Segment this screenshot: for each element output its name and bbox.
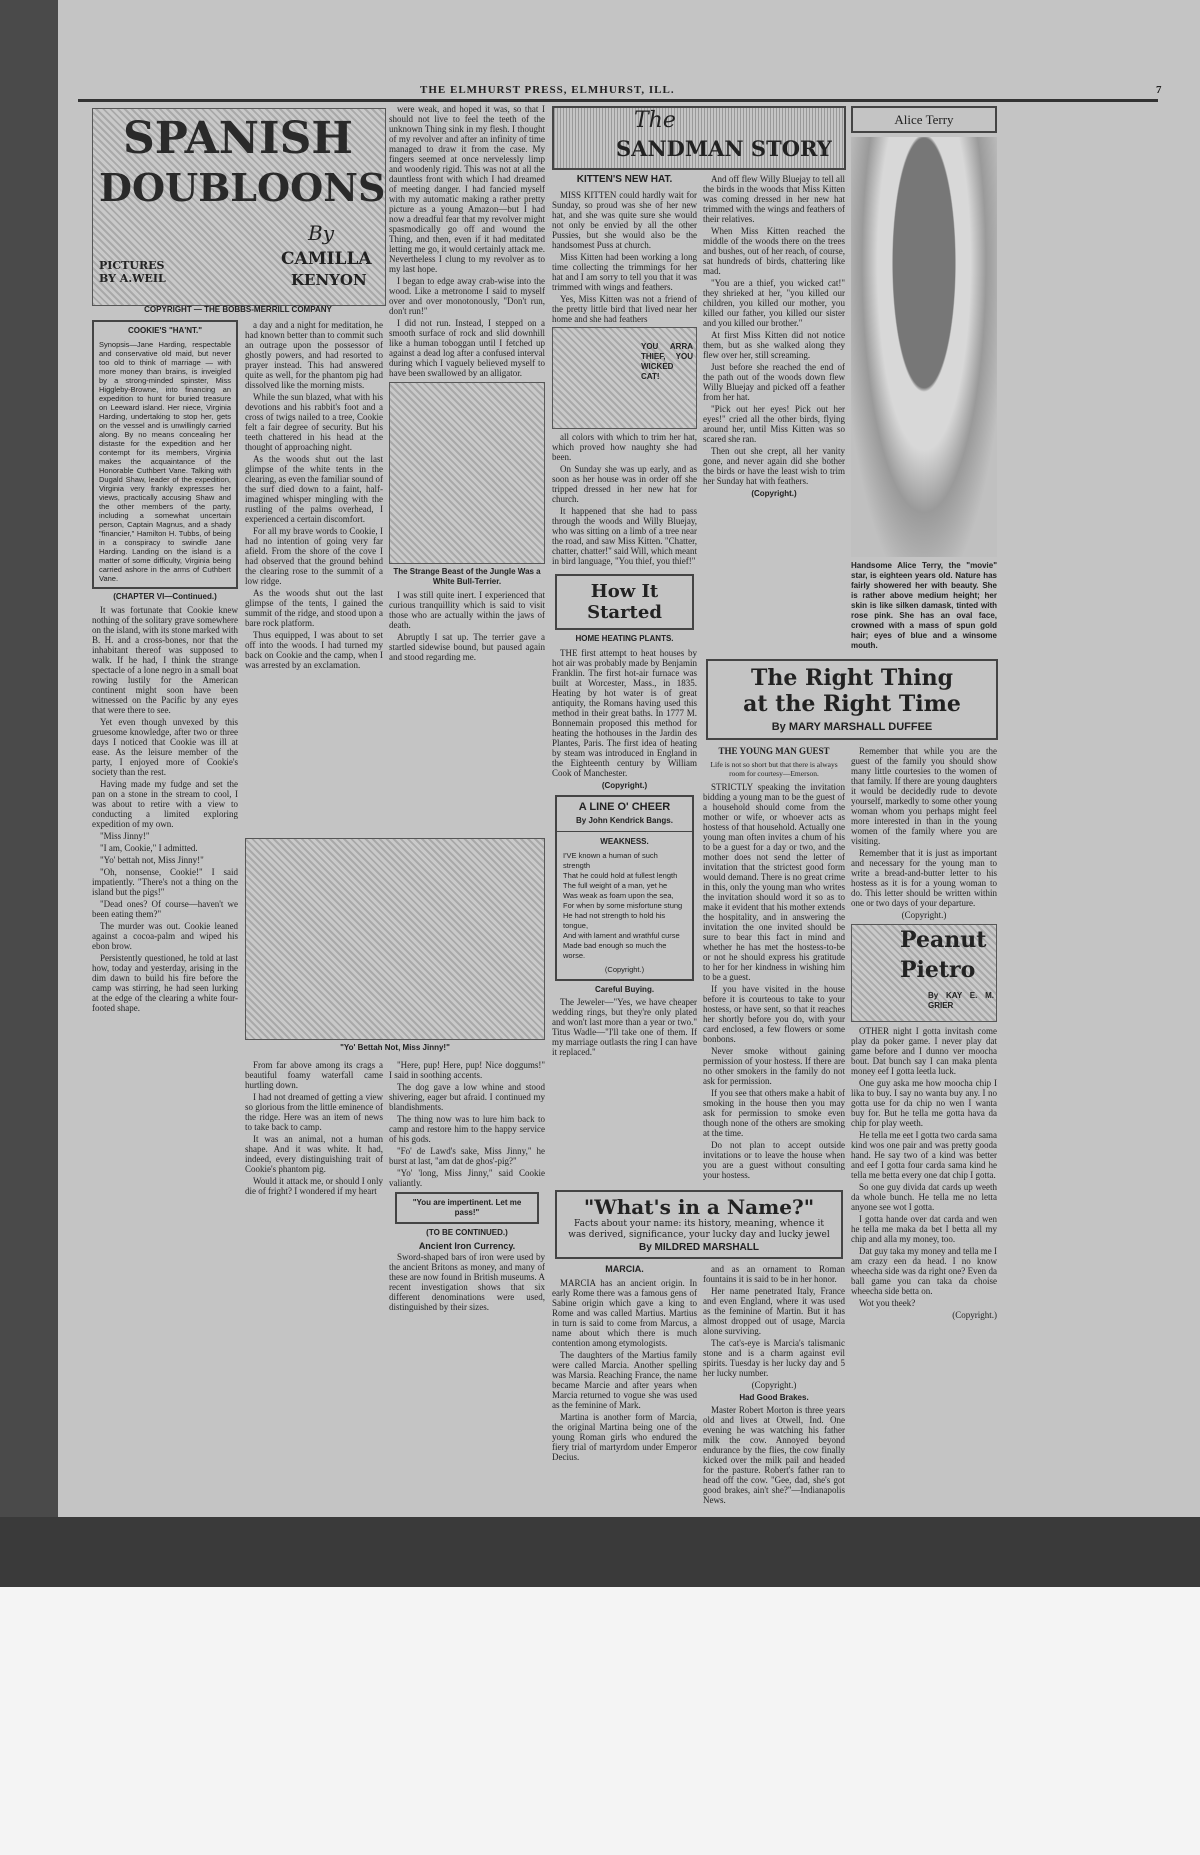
chapter-heading: (CHAPTER VI—Continued.) — [113, 592, 217, 601]
scan-margin-left — [0, 0, 58, 1587]
paragraph: "I am, Cookie," I admitted. — [100, 843, 198, 853]
paragraph: Then out she crept, all her vanity gone, and never again did she bother the birds or have the least wish to trim her Sunday hat with feathers. — [703, 446, 845, 486]
copyright: (Copyright.) — [604, 965, 645, 974]
sandman-column-b — [703, 174, 845, 502]
paragraph: As the woods shut out the last glimpse of the white tents in the clearing, as even the familiar sound of the surf died down to a faint, half-imagined whisper mingling with the rustling of the palms overhead, I experienced a certain discomfort. — [245, 454, 383, 524]
how-it-started-banner — [555, 574, 694, 630]
banner-title: "What's in a Name?" — [583, 1195, 815, 1219]
copyright: (Copyright.) — [601, 781, 648, 790]
sandman-banner — [552, 106, 846, 170]
paragraph: Dat guy taka my money and tella me I am crazy een da head. I no know wheecha side was da right one? Even da ball game you can taka da choise wheecha side betta on. — [851, 1246, 997, 1296]
line-o-cheer-box — [555, 795, 694, 981]
paragraph: At first Miss Kitten did not notice them, but as she walked along they flew over her, still screaming. — [703, 330, 845, 360]
right-thing-banner — [706, 659, 998, 740]
banner-line-1: Peanut — [900, 927, 987, 953]
illustration-caption: "Yo' Bettah Not, Miss Jinny!" — [340, 1043, 450, 1052]
paragraph: One guy aska me how moocha chip I lika to buy. I say no wanta buy any. I no gotta use for da chip no wen I wanta buy for. But he tella me gotta hava da chip for play weeth. — [851, 1078, 997, 1128]
good-brakes-text: Master Robert Morton is three years old and lives at Otwell, Ind. One evening he was watching his father milk the cow. Annoyed beyond endurance by the flies, the cow finally kicked over the milk pail and headed for the pasture. Robert's father ran to head off the cow. "Gee, dad, she's got good brakes, ain't she?"—Indianapolis News. — [703, 1405, 845, 1505]
paragraph: Persistently questioned, he told at last how, today and yesterday, arising in the dim dawn to build his fire before the camp was stirring, he had seen lurking at the edge of the clearing a white four-footed shape. — [92, 953, 238, 1013]
alice-name: Alice Terry — [894, 112, 954, 127]
paragraph: Just before she reached the end of the path out of the woods down flew Willy Bluejay and picked off a feather from her hat. — [703, 362, 845, 402]
paragraph: The thing now was to lure him back to camp and restore him to the happy service of his gods. — [389, 1114, 545, 1144]
title-line-2: DOUBLOONS — [99, 165, 386, 210]
paragraph: were weak, and hoped it was, so that I should not live to feel the teeth of the unknown Thing sink in my flesh. I thought of my revolver and after an infinity of time managed to draw it from the case. My fingers seemed at once nervelessly limp and woodenly rigid. This was not at all the dauntless front with which I had dreamed of meeting danger. I had fancied myself with my automatic making a rather pretty picture as a young Amazon—but I had now a dreadful fear that my revolver might spasmodically go off and wound the Thing, and then, even if it had meditated letting me go, it would certainly attack me. Nevertheless I clung to my revolver as to my last hope. — [389, 104, 545, 274]
good-brakes-title: Had Good Brakes. — [739, 1393, 809, 1402]
illustration-caption: The Strange Beast of the Jungle Was a White Bull-Terrier. — [393, 567, 541, 586]
paragraph: I gotta hande over dat carda and wen he tella me maka da bet I betta all my chip and alla my money, too. — [851, 1214, 997, 1244]
right-thing-column-b — [851, 746, 997, 1322]
paragraph: Do not plan to accept outside invitations or to leave the house when you are a guest without consulting your hostess. — [703, 1140, 845, 1180]
paragraph: Martina is another form of Marcia, the original Martina being one of the young Roman girls who endured the fiery trial of martyrdom under Emperor Decius. — [552, 1412, 697, 1462]
paragraph: It was fortunate that Cookie knew nothing of the solitary grave somewhere on the island, with its stone marked with B. H. and a cross-bones, nor that the inhabitant thereof was supposed to walk. If he had, I think the strange spectacle of a lone negro in a small boat rowing lustily for the American continent might soon have been witnessed on the Pacific by any eyes that were there to see. — [92, 605, 238, 715]
paragraph: all colors with which to trim her hat, which proved how naughty she had been. — [552, 432, 697, 462]
alice-terry-photo — [851, 137, 997, 557]
paragraph: OTHER night I gotta invitash come play da poker game. I never play dat game before and I dunno ver moocha bout. Dat bunch say I can maka plenta money eef I gotta leetla luck. — [851, 1026, 997, 1076]
to-be-continued: (TO BE CONTINUED.) — [426, 1228, 508, 1237]
speech-bubble: YOU ARRA THIEF, YOU WICKED CAT! — [641, 342, 693, 381]
poem-line: And with lament and wrathful curse — [563, 931, 680, 940]
paragraph: "Here, pup! Here, pup! Nice doggums!" I said in soothing accents. — [389, 1060, 545, 1080]
paragraph: If you see that others make a habit of smoking in the house then you may ask for permission to smoke even though none of the others are smoking at the time. — [703, 1088, 845, 1138]
banner-text: How It Started — [587, 581, 662, 623]
header-rule — [78, 99, 1158, 102]
copyright: (Copyright.) — [751, 489, 797, 498]
whats-in-a-name-banner — [555, 1190, 843, 1259]
copyright-line: COPYRIGHT — THE BOBBS-MERRILL COMPANY — [144, 305, 332, 314]
poem-line: I'VE known a human of such strength — [563, 851, 658, 870]
paragraph: "Yo' 'long, Miss Jinny," said Cookie valiantly. — [389, 1168, 545, 1188]
byline: By MILDRED MARSHALL — [639, 1242, 759, 1253]
alice-caption: Handsome Alice Terry, the "movie" star, is eighteen years old. Nature has fairly showered her with beauty. She is rather above medium height; her skin is like silken damask, tinted with rose pink. She has an oval face, crowned with a mass of spun gold hair; eyes of blue and a winsome mouth. — [851, 561, 997, 650]
paragraph: Abruptly I sat up. The terrier gave a startled sidewise bound, but paused again and stood regarding me. — [389, 632, 545, 662]
poem — [557, 847, 692, 979]
paragraph: I did not run. Instead, I stepped on a smooth surface of rock and slid downhill like a human toboggan until I fetched up against a dead log after a confused interval during which I vaguely believed myself to have been swallowed by an alligator. — [389, 318, 545, 378]
title-line-2: at the Right Time — [743, 691, 961, 717]
peanut-pietro-banner — [851, 924, 997, 1022]
how-it-started-text: THE first attempt to heat houses by hot air was probably made by Benjamin Franklin. The first hot-air furnace was built at Worcester, Mass., in 1835. Heating by hot water is of great antiquity, the Romans having used this method in their great baths. In 1777 M. Bonnemain proposed this method for heating the hothouses in the Jardin des Plantes, Paris. The first idea of heating by steam was introduced in England in the Eighteenth century by William Cook of Manchester. — [552, 648, 697, 778]
paragraph: "Yo' bettah not, Miss Jinny!" — [100, 855, 204, 865]
illustrator: PICTURES BY A.WEIL — [99, 259, 166, 285]
poem-line: He had not strength to hold his tongue, — [563, 911, 666, 930]
paragraph: MARCIA has an ancient origin. In early Rome there was a famous gens of Sabine origin which gave a king to Rome and was called Martius. Martius in turn is said to come from Marcus, a name about which there is much contention among etymologists. — [552, 1278, 697, 1348]
paragraph: On Sunday she was up early, and as soon as her house was in order off she tripped dressed in her new hat for church. — [552, 464, 697, 504]
page-number: 7 — [1156, 84, 1162, 96]
author-last: KENYON — [291, 271, 367, 289]
section-title: HOME HEATING PLANTS. — [575, 634, 674, 643]
paragraph: Never smoke without gaining permission of your hostess. If there are no other smokers in the family do not ask for permission. — [703, 1046, 845, 1086]
whats-in-a-name-block — [555, 1190, 843, 1259]
scan-margin-bottom — [0, 1517, 1200, 1587]
paragraph: "Oh, nonsense, Cookie!" I said impatiently. "There's not a thing on the island but the pigs!" — [92, 867, 238, 897]
paragraph: And off flew Willy Bluejay to tell all the birds in the woods that Miss Kitten was coming dressed in her new hat trimmed with the wings and feathers of their relatives. — [703, 174, 845, 224]
spanish-doubloons-title-art — [92, 108, 386, 306]
synopsis-title: COOKIE'S "HA'NT." — [127, 326, 203, 335]
synopsis-text: Synopsis—Jane Harding, respectable and conservative old maid, but never too old to think of marriage — with more money than brains, is inveigled by a strong-minded spinster, Miss Higgleby-Browne, into financing an expedition to hunt for buried treasure on Leeward island. Her niece, Virginia Harding, undertaking to stop her, gets on the vessel and is unwillingly carried along. By no means concealing her distaste for the expedition and her contempt for its members, Virginia makes the acquaintance of the Honorable Cuthbert Vane. Talking with Dugald Shaw, leader of the expedition, Virginia very frankly expresses her views, practically accusing Shaw and the other members of the party, including a somewhat uncertain person, Captain Magnus, and a shady "financier," Hamilton H. Tubbs, of being in a conspiracy to swindle Jane Harding. Landing on the island is a matter of some difficulty, Virginia being carried ashore in the arms of Cuthbert Vane. — [99, 340, 231, 583]
story-column-3 — [389, 104, 545, 664]
alice-name-box — [851, 106, 997, 133]
paragraph: I began to edge away crab-wise into the wood. Like a metronome I said to myself over and over monotonously, "Don't run, don't run!" — [389, 276, 545, 316]
paragraph: The daughters of the Martius family were called Marcia. Another spelling was Marsia. Reaching France, the name became Marcie and after years when Marcia returned to vogue she was used as the feminine of Mark. — [552, 1350, 697, 1410]
author-first: CAMILLA — [281, 249, 372, 269]
column-heading: THE YOUNG MAN GUEST — [718, 746, 830, 756]
poem-line: That he could hold at fullest length — [563, 871, 678, 880]
paragraph: "Pick out her eyes! Pick out her eyes!" cried all the other birds, flying around her, until Miss Kitten was so scared she ran. — [703, 404, 845, 444]
paragraph: The cat's-eye is Marcia's talismanic stone and is a charm against evil spirits. Tuesday is her lucky day and 5 her lucky number. — [703, 1338, 845, 1378]
paragraph: Yes, Miss Kitten was not a friend of the pretty little bird that lived near her home and she had feathers — [552, 294, 697, 324]
poem-line: For when by some misfortune stung — [563, 901, 683, 910]
paragraph: and as an ornament to Roman fountains it is said to be in her honor. — [703, 1264, 845, 1284]
copyright: (Copyright.) — [901, 910, 947, 920]
synopsis-box — [92, 320, 238, 589]
masthead: THE ELMHURST PRESS, ELMHURST, ILL. — [420, 84, 675, 96]
paragraph: So one guy divida dat cards up weeth da whole bunch. He tella me no letta anyone see wot I gotta. — [851, 1182, 997, 1212]
paragraph: I was still quite inert. I experienced that curious tranquillity which is said to visit those who are actually within the jaws of death. — [389, 590, 545, 630]
banner-title: SANDMAN STORY — [616, 136, 832, 161]
copyright: (Copyright.) — [751, 1380, 797, 1390]
cheer-title: A LINE O' CHEER — [578, 801, 671, 813]
ancient-currency-title: Ancient Iron Currency. — [418, 1241, 516, 1251]
epigraph: Life is not so short but that there is always room for courtesy—Emerson. — [710, 760, 838, 778]
paragraph: It was an animal, not a human shape. And it was white. It had, indeed, every distinguishing trait of Cookie's phantom pig. — [245, 1134, 383, 1174]
title-line-1: SPANISH — [123, 113, 353, 164]
by-label: By — [308, 221, 334, 245]
story-title: KITTEN'S NEW HAT. — [576, 174, 673, 185]
right-thing-column-a — [703, 746, 845, 1182]
cheer-byline: By John Kendrick Bangs. — [576, 816, 673, 825]
paragraph: As the woods shut out the last glimpse of the tents, I gained the summit of the ridge, and stood upon a bare rock platform. — [245, 588, 383, 628]
paragraph: Miss Kitten had been working a long time collecting the trimmings for her hat and I am sorry to tell you that it was trimmed with wings and feathers. — [552, 252, 697, 292]
paragraph: Remember that while you are the guest of the family you should show many little courtesies to the women of that family. If there are young daughters it would be decidedly rude to devote yourself, markedly to some other young woman whom you perhaps might feel more interested in than in the young women of the family where you are visiting. — [851, 746, 997, 846]
paragraph: Thus equipped, I was about to set off into the woods. I had turned my back on Cookie and the camp, when I was arrested by an exclamation. — [245, 630, 383, 670]
name-column-a — [552, 1264, 697, 1464]
illustration-kitten — [552, 327, 697, 429]
copyright: (Copyright.) — [952, 1310, 997, 1320]
paragraph: "You are a thief, you wicked cat!" they shrieked at her, "you killed our children, you killed our mother, you killed our father, you killed our sister and you killed our brother." — [703, 278, 845, 328]
paragraph: For all my brave words to Cookie, I had no intention of going very far afield. From the shore of the cove I had observed that the ground behind the clearing rose to the summit of a low ridge. — [245, 526, 383, 586]
banner-the: The — [634, 108, 676, 133]
paragraph: STRICTLY speaking the invitation bidding a young man to be the guest of a household should come from the mother or wife, or whoever acts as hostess of that household. Actually one young man often invites a chum of his to be a guest for a day or two, and the mother does not send the letter of invitation that the strictest good form would demand. There is no great crime in this, only the young man who writes the invitation should word it so as to make it evident that his mother extends the hospitality, and in answering the invitation the one invited should be sure to bear this fact in mind and whether he has met the hostess-to-be or not he should express his gratitude to her for her kindness in wishing him to be a guest. — [703, 782, 845, 982]
paragraph: The dog gave a low whine and stood shivering, eager but afraid. I continued my blandishments. — [389, 1082, 545, 1112]
paragraph: MISS KITTEN could hardly wait for Sunday, so proud was she of her new hat, and she was quite sure she would not only be envied by all the other Pussies, but she would also be the handsomest Puss at church. — [552, 190, 697, 250]
alice-terry-block — [851, 106, 997, 651]
poem-title: WEAKNESS. — [600, 837, 649, 846]
name-column-b — [703, 1264, 845, 1507]
paragraph: Wot you theek? — [859, 1298, 916, 1308]
illustration-couple — [245, 838, 545, 1040]
paragraph: Yet even though unvexed by this gruesome knowledge, after two or three days I noticed that Cookie was ill at ease. As the leisure member of the party, I enjoyed more of Cookie's society than the rest. — [92, 717, 238, 777]
story-column-3c — [389, 1060, 545, 1314]
story-column-1 — [92, 320, 238, 1015]
paragraph: While the sun blazed, what with his devotions and his rabbit's foot and a cross of twigs nailed to a tree, Cookie felt a fair degree of security. But his teeth chattered in his head at the thought of approaching night. — [245, 392, 383, 452]
paragraph: Remember that it is just as important and necessary for the young man to write a bread-and-butter letter to his hostess as it is for a young woman to do. This letter should be written within one or two days of your departure. — [851, 848, 997, 908]
story-column-2b — [245, 1060, 383, 1198]
illustration-bull-terrier — [389, 382, 545, 564]
paragraph: If you have visited in the house before it is courteous to take to your hostess, or have sent, so that it reaches her shortly before you do, with your card enclosed, a few flowers or some bonbons. — [703, 984, 845, 1044]
poem-line: Made bad enough so much the worse. — [563, 941, 667, 960]
paragraph: He tella me eet I gotta two carda sama kind wos one pair and was pretty gooda hand. He say two of a kind was better and eef I gotta four carda sama kind he tella me betta every one dat chip I gotta. — [851, 1130, 997, 1180]
paragraph: Would it attack me, or should I only die of fright? I wondered if my heart — [245, 1176, 383, 1196]
poem-line: The full weight of a man, yet he — [563, 881, 668, 890]
right-thing-banner-block — [706, 659, 998, 740]
banner-subtitle: Facts about your name: its history, meaning, whence it was derived, significance, your lucky day and lucky jewel — [568, 1219, 830, 1240]
careful-buying-text: The Jeweler—"Yes, we have cheaper wedding rings, but they're only plated and won't last more than a year or two." Titus Wadle—"I'll take one of them. If my marriage outlasts the ring I can have it replaced." — [552, 997, 697, 1057]
paragraph: When Miss Kitten reached the middle of the woods there on the trees and bushes, out of her reach, of course, sat hundreds of birds, chattering like mad. — [703, 226, 845, 276]
illustration-couple-block — [245, 838, 545, 1056]
quote-box: "You are impertinent. Let me pass!" — [395, 1192, 539, 1224]
paragraph: The murder was out. Cookie leaned against a cocoa-palm and wiped his ebon brow. — [92, 921, 238, 951]
paragraph: "Fo' de Lawd's sake, Miss Jinny," he burst at last, "am dat de ghos'-pig?" — [389, 1146, 545, 1166]
ancient-currency-text: Sword-shaped bars of iron were used by the ancient Britons as money, and many of these are now found in British museums. A recent investigation shows that six different denominations were used, distinguished by their sizes. — [389, 1252, 545, 1312]
careful-buying-title: Careful Buying. — [594, 985, 655, 994]
paragraph: It happened that she had to pass through the woods and Willy Bluejay, who was sitting on a limb of a tree near the road, and saw Miss Kitten. "Chatter, chatter, chatter!" said Will, which meant in bird language, "You thief, you thief!" — [552, 506, 697, 566]
name-heading: MARCIA. — [605, 1264, 644, 1274]
title-line-1: The Right Thing — [751, 665, 953, 691]
paragraph: From far above among its crags a beautiful foamy waterfall came hurtling down. — [245, 1060, 383, 1090]
byline: By KAY E. M. GRIER — [928, 991, 994, 1010]
banner-line-2: Pietro — [900, 957, 976, 983]
paragraph: a day and a night for meditation, he had known better than to commit such an outrage upon the possessor of ghostly powers, and had resorted to prayer instead. This had answered quite as well, for the phantom pig had dissolved like the morning mists. — [245, 320, 383, 390]
paragraph: Having made my fudge and set the pan on a stone in the stream to cool, I was about to retire with a view to conducting a limited exploring expedition of my own. — [92, 779, 238, 829]
story-column-2 — [245, 320, 383, 672]
paragraph: "Dead ones? Of course—haven't we been eating them?" — [92, 899, 238, 919]
byline: By MARY MARSHALL DUFFEE — [771, 721, 933, 733]
paragraph: "Miss Jinny!" — [100, 831, 150, 841]
paragraph: Her name penetrated Italy, France and even England, where it was used as the feminine of Martin. But it has almost dropped out of usage, Marcia alone surviving. — [703, 1286, 845, 1336]
paragraph: I had not dreamed of getting a view so glorious from the little eminence of the ridge. Here was an item of news to take back to camp. — [245, 1092, 383, 1132]
poem-line: Was weak as foam upon the sea, — [563, 891, 674, 900]
sandman-column-a — [552, 174, 697, 1059]
